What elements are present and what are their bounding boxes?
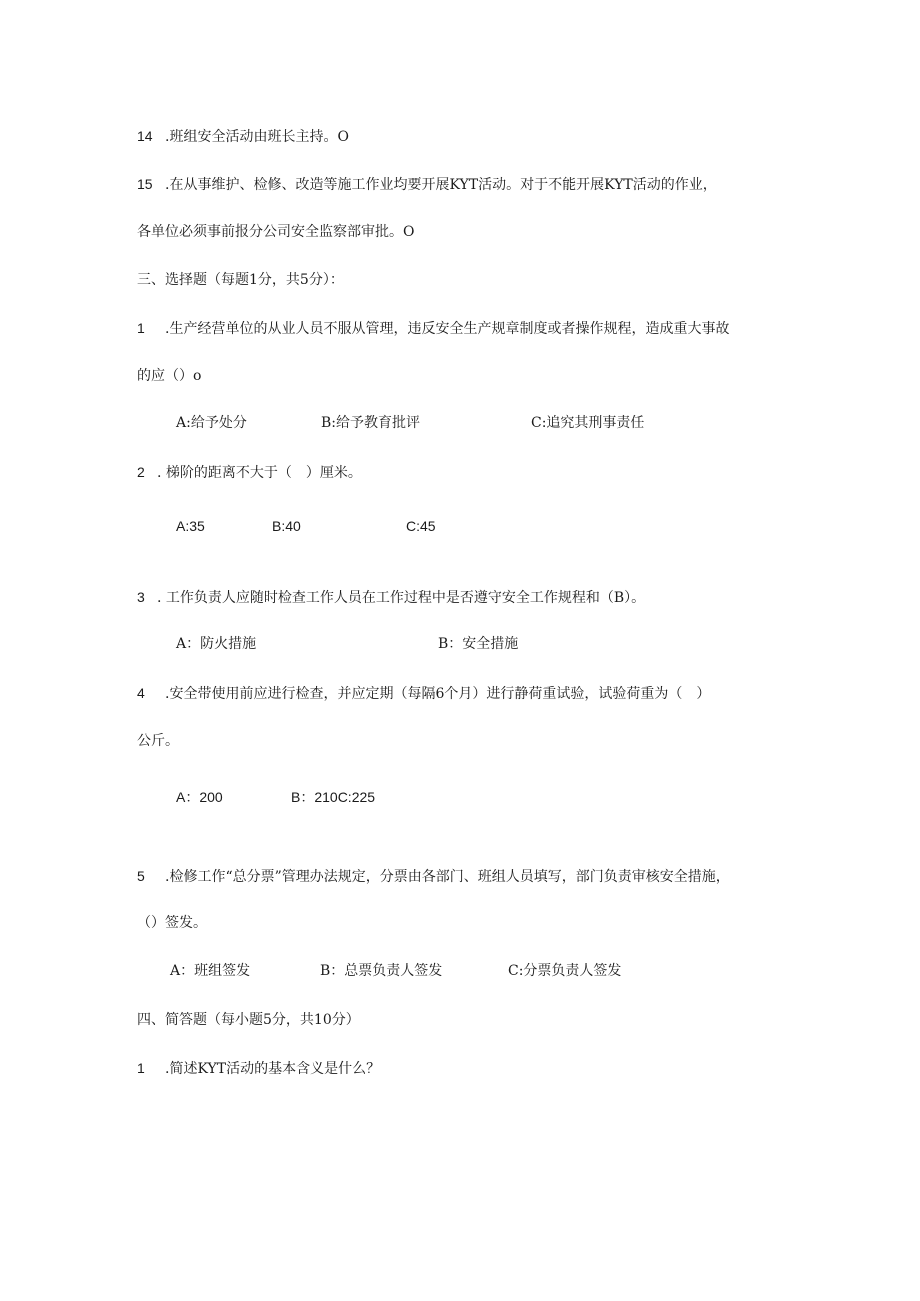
choice-question-2 [137,462,362,483]
question-text: .简述KYT活动的基本含义是什么？ [165,1061,381,1077]
choice-question-5 [137,866,730,887]
option-a: A：200 [176,789,223,805]
question-text: .在从事维护、检修、改造等施工作业均要开展KYT活动。对于不能开展KYT活动的作业， [165,177,717,193]
option-b: B：安全措施 [438,636,519,652]
option-b: B:给予教育批评 [321,415,421,431]
choice-question-1 [137,318,729,339]
question-14 [137,126,349,147]
short-answer-question-1 [137,1058,380,1079]
section-heading-choice: 三、选择题（每题1分，共5分）： [137,272,344,288]
option-c: C:追究其刑事责任 [531,415,645,431]
question-number: 14 [137,128,153,144]
question-text: .班组安全活动由班长主持。O [165,129,349,145]
section-heading-short-answer: 四、简答题（每小题5分，共10分） [137,1012,360,1028]
choice-question-5-continuation: （）签发。 [137,915,207,931]
question-text: . 工作负责人应随时检查工作人员在工作过程中是否遵守安全工作规程和（B）。 [157,590,646,606]
question-number: 3 [137,589,145,605]
option-c: C:45 [406,518,436,534]
option-a: A：防火措施 [176,636,257,652]
question-text: . 梯阶的距离不大于（ ）厘米。 [157,465,362,481]
choice-question-4-continuation: 公斤。 [137,733,179,749]
question-number: 4 [137,685,145,701]
option-a: A:35 [176,518,205,534]
question-number: 2 [137,464,145,480]
question-number: 5 [137,868,145,884]
choice-question-3 [137,587,645,608]
question-number: 15 [137,176,153,192]
option-b: B:40 [272,518,301,534]
question-text: .生产经营单位的从业人员不服从管理，违反安全生产规章制度或者操作规程，造成重大事故 [165,321,730,337]
question-number: 1 [137,320,145,336]
option-a: A：班组签发 [170,963,251,979]
question-number: 1 [137,1060,145,1076]
question-text: .检修工作“总分票”管理办法规定，分票由各部门、班组人员填写，部门负责审核安全措施， [165,869,730,885]
option-b: B：总票负责人签发 [320,963,443,979]
option-b-c: B：210C:225 [291,789,376,805]
option-a: A:给予处分 [176,415,247,431]
question-text: .安全带使用前应进行检查，并应定期（每隔6个月）进行静荷重试验，试验荷重为（ ） [165,686,711,702]
question-15 [137,174,717,195]
choice-question-1-continuation: 的应（）o [137,368,202,384]
choice-question-4 [137,683,710,704]
option-c: C:分票负责人签发 [508,963,622,979]
question-15-continuation: 各单位必须事前报分公司安全监察部审批。O [137,224,415,240]
